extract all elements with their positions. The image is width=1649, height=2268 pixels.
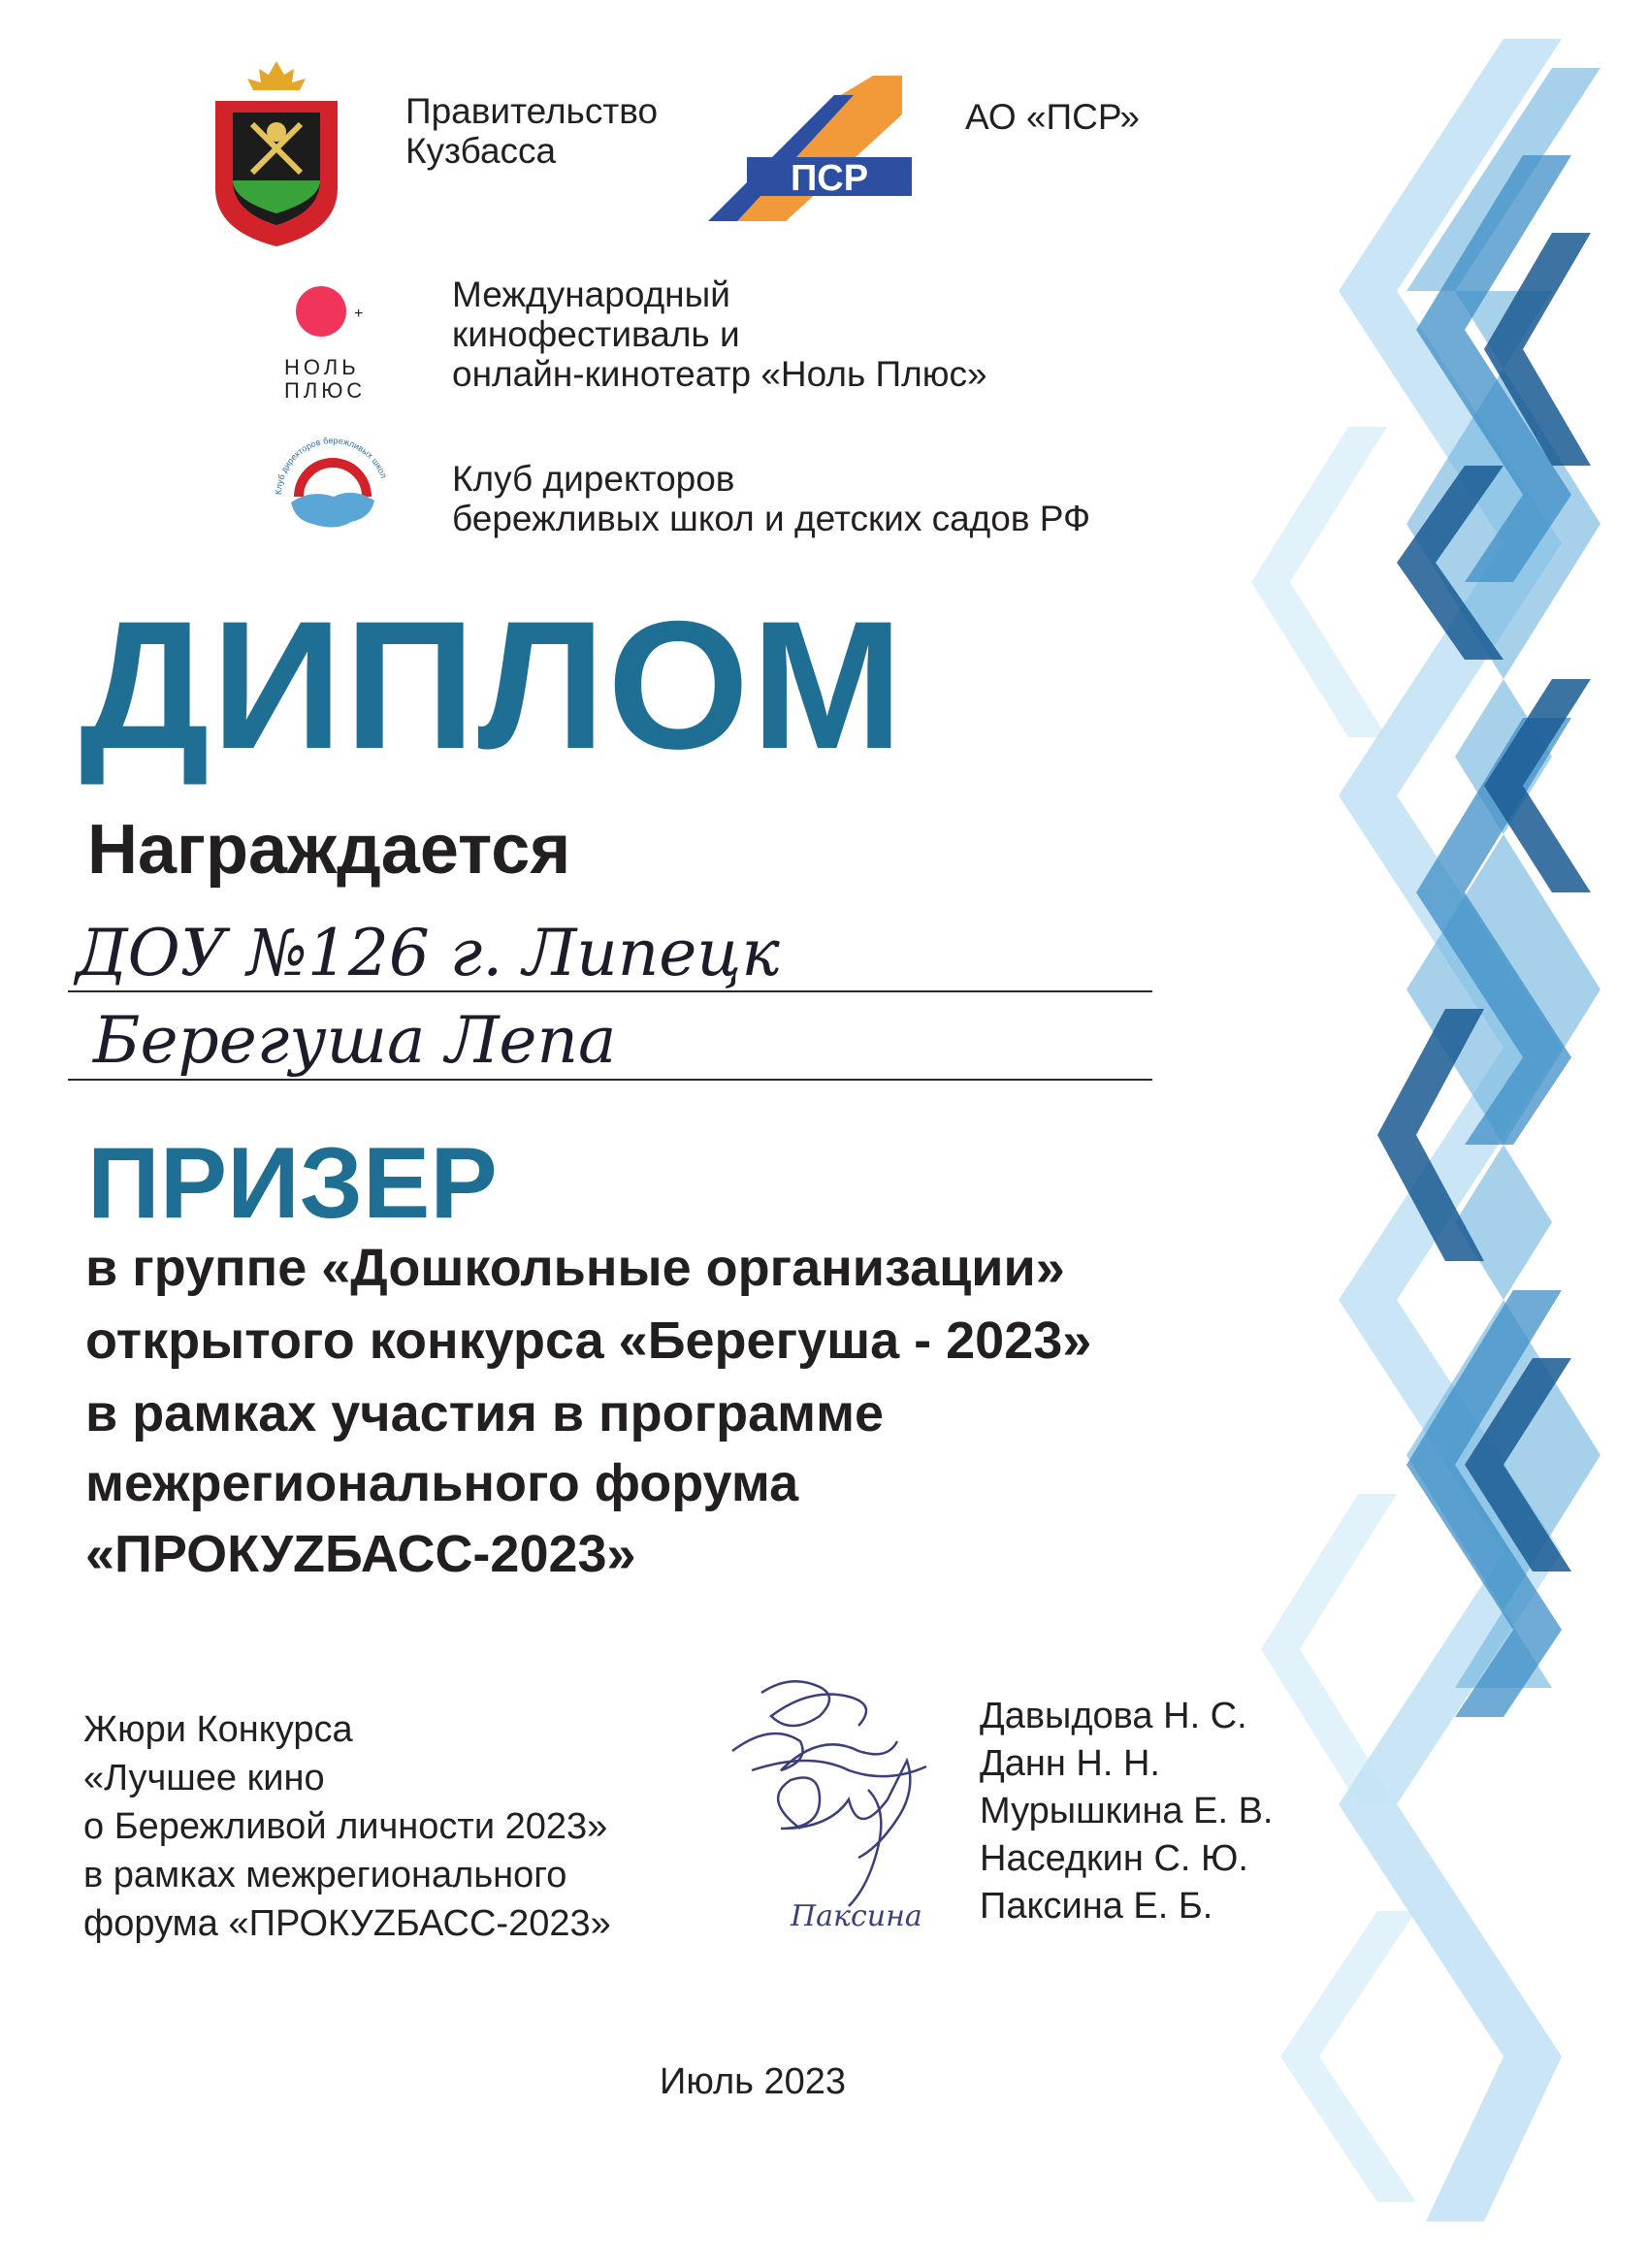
award-line-5: «ПРОКУZБАСС-2023» — [85, 1525, 636, 1583]
kuzbass-government-name — [405, 91, 658, 171]
diploma-title: ДИПЛОМ — [80, 583, 905, 787]
recipient-underline-2 — [68, 1079, 1152, 1081]
jury-name-4: Наседкин С. Ю. — [980, 1838, 1248, 1879]
jury-name-2: Данн Н. Н. — [980, 1743, 1160, 1784]
decorative-zigzag-pattern — [1232, 39, 1649, 2268]
recipient-underline-1 — [68, 990, 1152, 992]
club-line-1: Клуб директоров — [452, 459, 735, 499]
psr-logo — [708, 76, 931, 231]
jury-description — [83, 1705, 611, 1948]
awarded-label: Награждается — [87, 811, 571, 889]
nol-plus-description — [452, 275, 987, 394]
nol-plus-line-2: кинофестиваль и — [452, 314, 740, 354]
club-directors-logo — [270, 427, 396, 543]
signature-caption: Паксина — [791, 1899, 922, 1933]
nol-plus-logo-line-1: НОЛЬ — [284, 355, 360, 379]
psr-logo-text: ПСР — [790, 158, 869, 199]
club-description — [452, 459, 1090, 538]
jury-line-5: форума «ПРОКУZБАСС-2023» — [83, 1903, 611, 1944]
psr-name: АО «ПСР» — [965, 97, 1140, 137]
jury-line-4: в рамках межрегионального — [83, 1855, 567, 1895]
award-line-1: в группе «Дошкольные организации» — [85, 1239, 1065, 1297]
award-line-4: межрегионального форума — [85, 1454, 799, 1512]
club-logo-arc-text: Клуб директоров бережливых школ — [273, 435, 389, 496]
jury-names — [980, 1693, 1273, 1930]
kuzbass-line-1: Правительство — [405, 91, 659, 131]
nol-plus-line-3: онлайн-кинотеатр «Ноль Плюс» — [452, 354, 987, 394]
jury-name-3: Мурышкина Е. В. — [980, 1791, 1274, 1831]
award-line-2: открытого конкурса «Берегуша - 2023» — [85, 1312, 1092, 1370]
award-line-3: в рамках участия в программе — [85, 1384, 885, 1442]
kuzbass-line-2: Кузбасса — [405, 131, 557, 171]
jury-line-2: «Лучшее кино — [83, 1758, 325, 1798]
recipient-line-1: ДОУ №126 г. Липецк — [76, 916, 780, 990]
club-line-2: бережливых школ и детских садов РФ — [452, 499, 1091, 538]
recipient-line-2: Берегуша Лепа — [93, 1003, 617, 1078]
jury-signatures — [713, 1654, 975, 1945]
jury-line-1: Жюри Конкурса — [83, 1709, 353, 1750]
issue-date: Июль 2023 — [660, 2061, 847, 2102]
place-label: ПРИЗЕР — [87, 1127, 498, 1240]
jury-name-1: Давыдова Н. С. — [980, 1696, 1247, 1736]
nol-plus-dot-icon — [296, 286, 346, 337]
jury-line-3: о Бережливой личности 2023» — [83, 1806, 608, 1847]
plus-icon: + — [354, 306, 364, 322]
kuzbass-coat-of-arms-logo — [204, 56, 349, 250]
nol-plus-logo-line-2: ПЛЮС — [284, 378, 367, 403]
jury-name-5: Паксина Е. Б. — [980, 1886, 1213, 1927]
nol-plus-line-1: Международный — [452, 275, 730, 314]
